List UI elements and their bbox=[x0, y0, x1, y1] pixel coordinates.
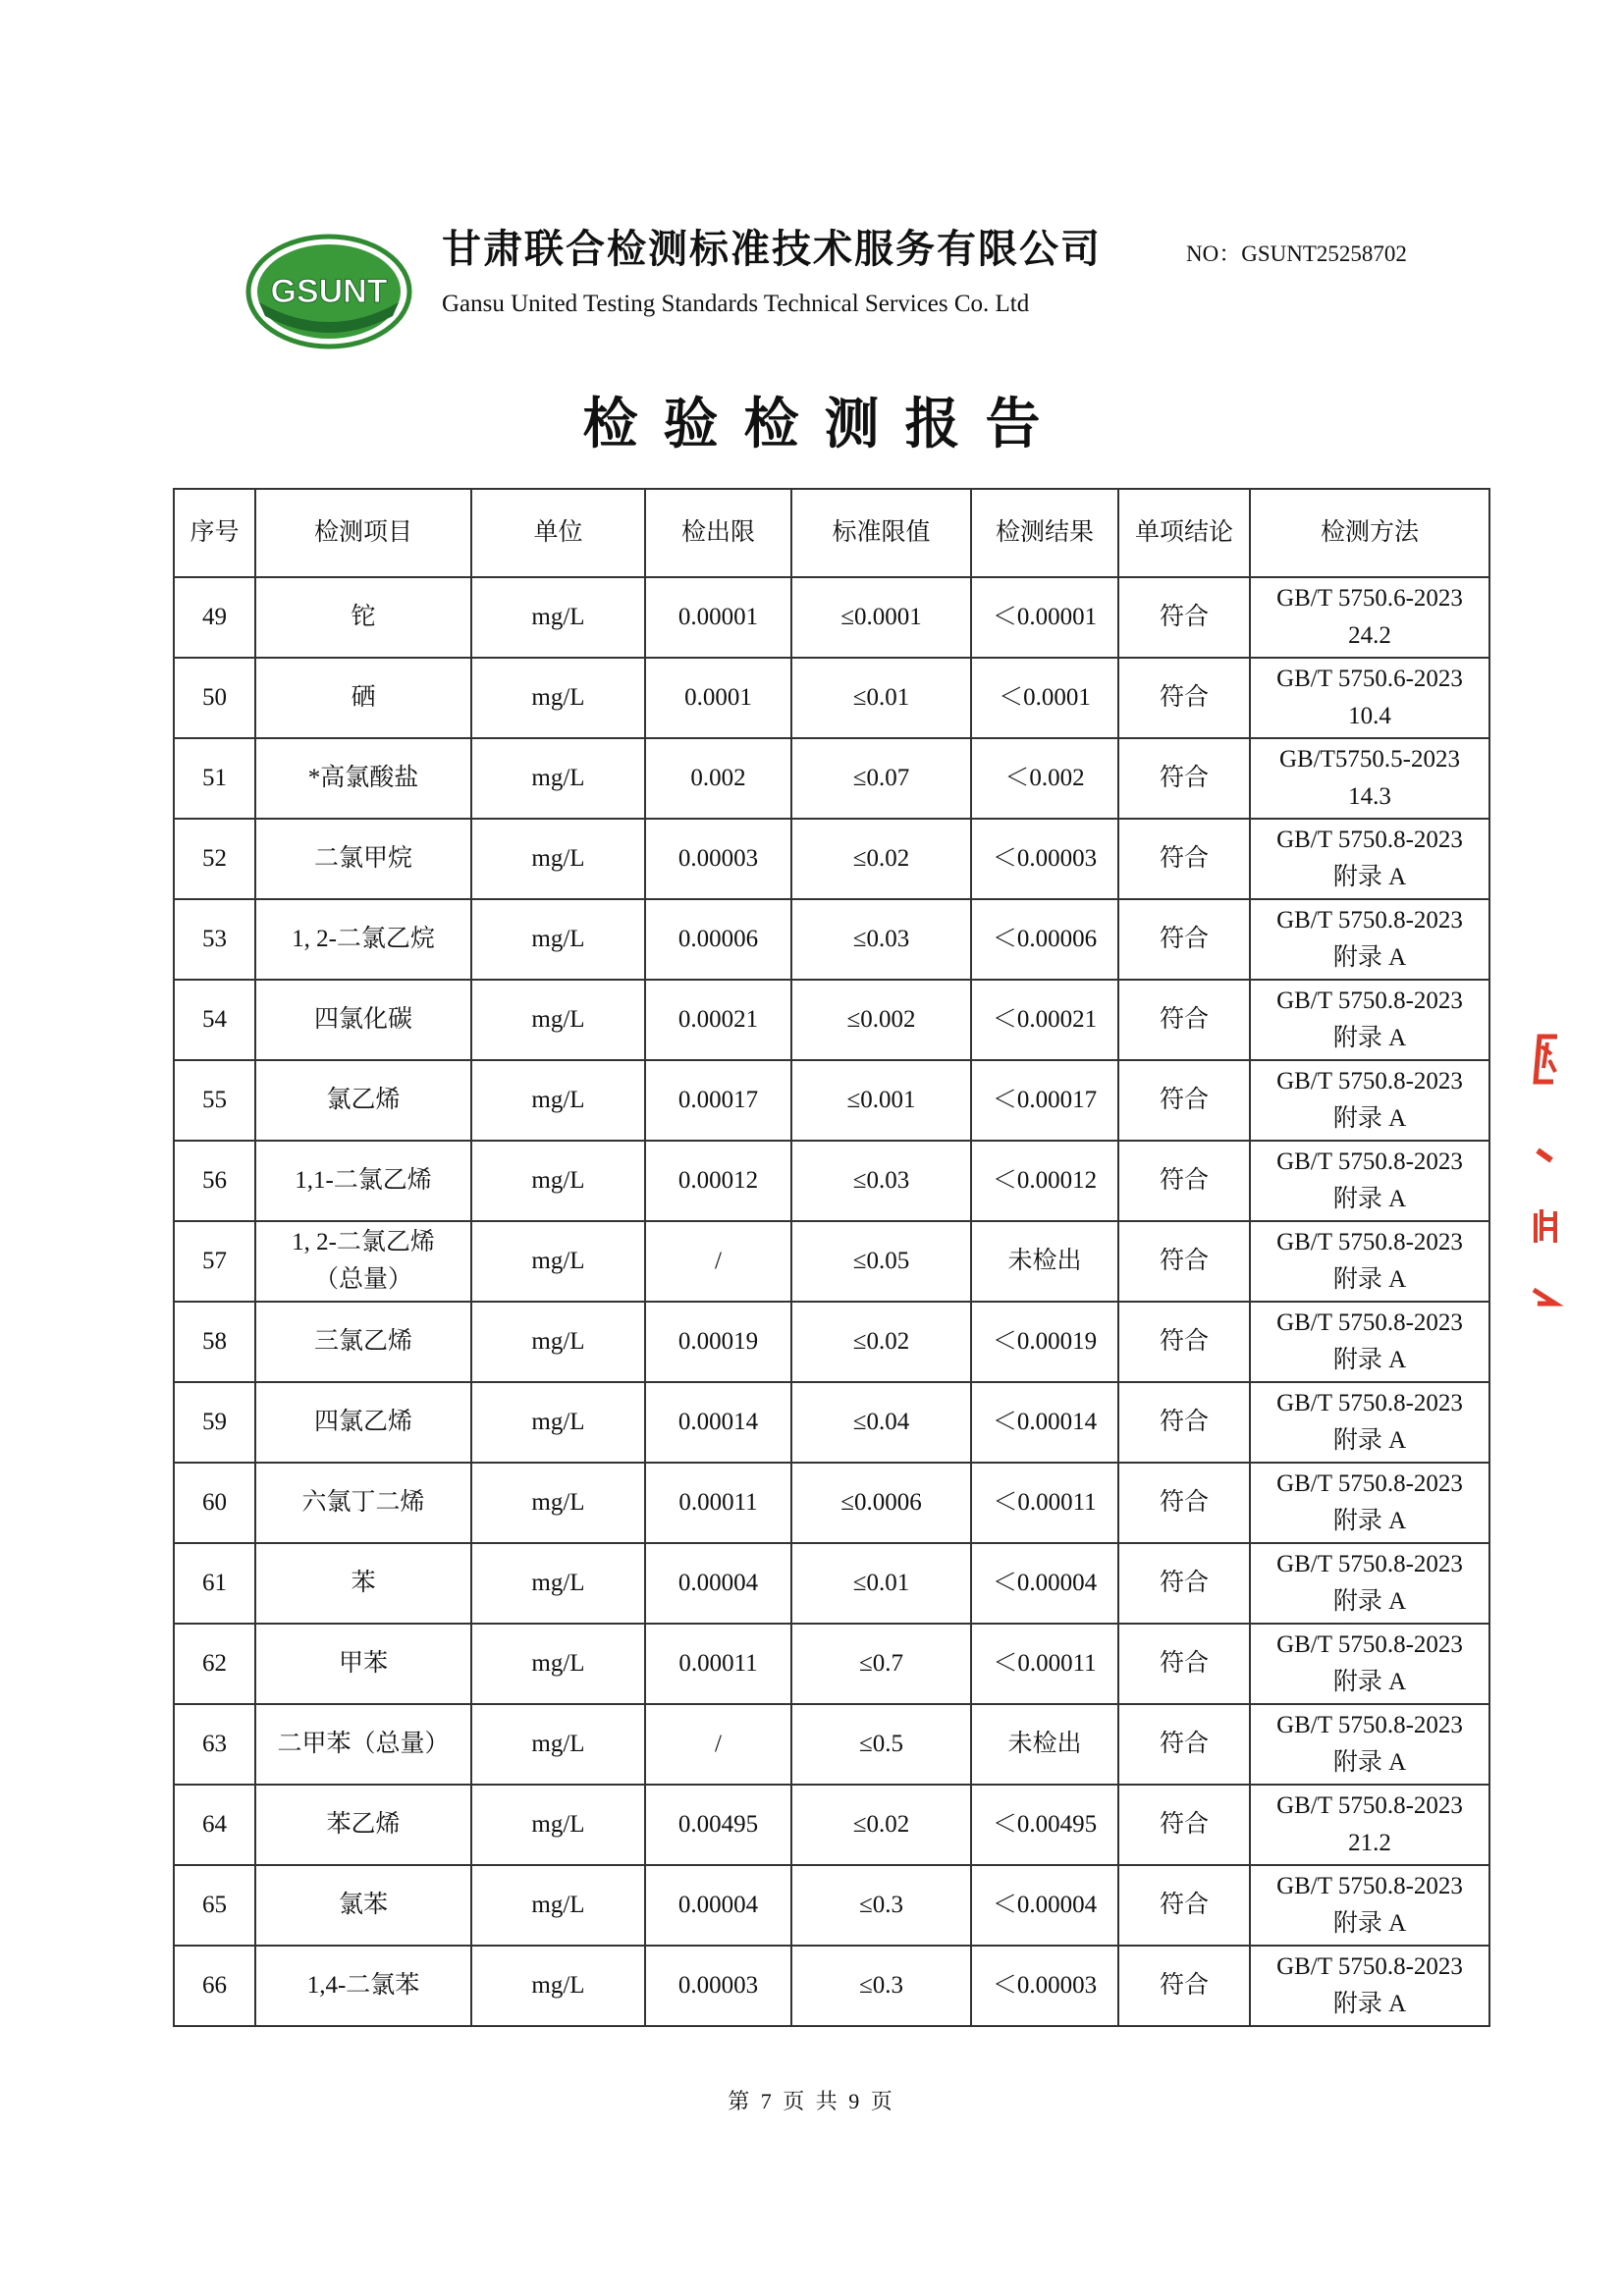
cell-item: *高氯酸盐 bbox=[255, 738, 471, 819]
cell-standard-limit: ≤0.5 bbox=[791, 1704, 971, 1785]
cell-method bbox=[1250, 1060, 1489, 1141]
col-header-result: 检测结果 bbox=[971, 489, 1118, 577]
method-clause: 21.2 bbox=[1348, 1830, 1391, 1856]
cell-item: 六氯丁二烯 bbox=[255, 1463, 471, 1543]
cell-result: ＜0.0001 bbox=[971, 658, 1118, 738]
cell-result: ＜0.00004 bbox=[971, 1543, 1118, 1624]
method-standard: GB/T 5750.8-2023 bbox=[1276, 1390, 1463, 1416]
cell-result: ＜0.00019 bbox=[971, 1302, 1118, 1382]
table-row bbox=[174, 738, 1489, 819]
cell-method bbox=[1250, 1785, 1489, 1865]
cell-result: ＜0.00004 bbox=[971, 1865, 1118, 1946]
cell-no: 56 bbox=[174, 1141, 255, 1221]
cell-no: 66 bbox=[174, 1946, 255, 2026]
cell-detection-limit: 0.00011 bbox=[645, 1624, 791, 1704]
cell-no: 53 bbox=[174, 899, 255, 980]
table-row bbox=[174, 1785, 1489, 1865]
method-standard: GB/T5750.5-2023 bbox=[1278, 746, 1461, 773]
cell-item: 1, 2-二氯乙烷 bbox=[255, 899, 471, 980]
cell-item: 四氯乙烯 bbox=[255, 1382, 471, 1463]
method-standard: GB/T 5750.8-2023 bbox=[1276, 1873, 1463, 1899]
cell-detection-limit: 0.00011 bbox=[645, 1463, 791, 1543]
cell-unit: mg/L bbox=[471, 899, 645, 980]
cell-no: 65 bbox=[174, 1865, 255, 1946]
cell-unit: mg/L bbox=[471, 1543, 645, 1624]
method-standard: GB/T 5750.8-2023 bbox=[1276, 1470, 1463, 1497]
cell-method bbox=[1250, 980, 1489, 1060]
cell-item bbox=[255, 1221, 471, 1302]
table-row bbox=[174, 577, 1489, 658]
cell-conclusion: 符合 bbox=[1118, 1221, 1250, 1302]
cell-standard-limit: ≤0.001 bbox=[791, 1060, 971, 1141]
col-header-method: 检测方法 bbox=[1250, 489, 1489, 577]
method-clause: 附录 A bbox=[1332, 944, 1407, 971]
method-standard: GB/T 5750.8-2023 bbox=[1276, 827, 1463, 853]
cell-method bbox=[1250, 1624, 1489, 1704]
cell-standard-limit: ≤0.01 bbox=[791, 1543, 971, 1624]
cell-method bbox=[1250, 819, 1489, 899]
table-row bbox=[174, 1624, 1489, 1704]
cell-unit: mg/L bbox=[471, 1382, 645, 1463]
cell-conclusion: 符合 bbox=[1118, 1302, 1250, 1382]
cell-method bbox=[1250, 1382, 1489, 1463]
cell-conclusion: 符合 bbox=[1118, 899, 1250, 980]
cell-detection-limit: 0.00003 bbox=[645, 819, 791, 899]
cell-unit: mg/L bbox=[471, 1704, 645, 1785]
report-number: NO：GSUNT25258702 bbox=[1186, 241, 1407, 266]
cell-method bbox=[1250, 658, 1489, 738]
method-clause: 24.2 bbox=[1348, 622, 1391, 649]
method-clause: 附录 A bbox=[1332, 1508, 1407, 1534]
cell-conclusion: 符合 bbox=[1118, 980, 1250, 1060]
cell-standard-limit: ≤0.02 bbox=[791, 1785, 971, 1865]
cell-method bbox=[1250, 1543, 1489, 1624]
col-header-item: 检测项目 bbox=[255, 489, 471, 577]
cell-no: 58 bbox=[174, 1302, 255, 1382]
cell-unit: mg/L bbox=[471, 577, 645, 658]
col-header-conclusion: 单项结论 bbox=[1118, 489, 1250, 577]
cell-result: 未检出 bbox=[971, 1221, 1118, 1302]
table-row bbox=[174, 1543, 1489, 1624]
cell-no: 50 bbox=[174, 658, 255, 738]
company-logo bbox=[245, 234, 412, 349]
table-row bbox=[174, 980, 1489, 1060]
cell-no: 60 bbox=[174, 1463, 255, 1543]
cell-result: ＜0.00003 bbox=[971, 1946, 1118, 2026]
cell-item: 铊 bbox=[255, 577, 471, 658]
cell-item: 苯乙烯 bbox=[255, 1785, 471, 1865]
cell-detection-limit: 0.00019 bbox=[645, 1302, 791, 1382]
cell-no: 57 bbox=[174, 1221, 255, 1302]
cell-unit: mg/L bbox=[471, 1060, 645, 1141]
method-clause: 附录 A bbox=[1332, 1105, 1407, 1132]
cell-method bbox=[1250, 1221, 1489, 1302]
cell-item: 氯苯 bbox=[255, 1865, 471, 1946]
cell-detection-limit: 0.002 bbox=[645, 738, 791, 819]
cell-detection-limit: 0.00004 bbox=[645, 1865, 791, 1946]
method-standard: GB/T 5750.8-2023 bbox=[1276, 1229, 1463, 1255]
cell-method bbox=[1250, 1946, 1489, 2026]
method-standard: GB/T 5750.8-2023 bbox=[1276, 1551, 1463, 1577]
cell-method bbox=[1250, 1302, 1489, 1382]
table-row bbox=[174, 1141, 1489, 1221]
cell-standard-limit: ≤0.3 bbox=[791, 1946, 971, 2026]
table-row bbox=[174, 658, 1489, 738]
cell-item: 硒 bbox=[255, 658, 471, 738]
method-clause: 附录 A bbox=[1332, 1025, 1407, 1051]
cell-no: 64 bbox=[174, 1785, 255, 1865]
cell-item: 二甲苯（总量） bbox=[255, 1704, 471, 1785]
cell-item: 四氯化碳 bbox=[255, 980, 471, 1060]
method-clause: 附录 A bbox=[1332, 1347, 1407, 1373]
cell-method bbox=[1250, 577, 1489, 658]
cell-result: ＜0.00001 bbox=[971, 577, 1118, 658]
cell-method bbox=[1250, 1141, 1489, 1221]
cell-unit: mg/L bbox=[471, 738, 645, 819]
cell-method bbox=[1250, 1704, 1489, 1785]
cell-result: ＜0.00021 bbox=[971, 980, 1118, 1060]
table-row bbox=[174, 819, 1489, 899]
method-clause: 附录 A bbox=[1332, 1186, 1407, 1212]
cell-item: 1,4-二氯苯 bbox=[255, 1946, 471, 2026]
method-standard: GB/T 5750.8-2023 bbox=[1276, 988, 1463, 1014]
item-name: 1, 2-二氯乙烯 bbox=[292, 1229, 435, 1255]
cell-result: 未检出 bbox=[971, 1704, 1118, 1785]
cell-no: 59 bbox=[174, 1382, 255, 1463]
cell-item: 甲苯 bbox=[255, 1624, 471, 1704]
cell-standard-limit: ≤0.0006 bbox=[791, 1463, 971, 1543]
method-standard: GB/T 5750.8-2023 bbox=[1276, 1148, 1463, 1175]
method-clause: 附录 A bbox=[1332, 1669, 1407, 1695]
method-standard: GB/T 5750.8-2023 bbox=[1276, 1712, 1463, 1738]
table-row bbox=[174, 1704, 1489, 1785]
method-clause: 附录 A bbox=[1332, 1427, 1407, 1454]
cell-result: ＜0.00014 bbox=[971, 1382, 1118, 1463]
cell-detection-limit: 0.00006 bbox=[645, 899, 791, 980]
cell-result: ＜0.00017 bbox=[971, 1060, 1118, 1141]
cell-conclusion: 符合 bbox=[1118, 1624, 1250, 1704]
table-row bbox=[174, 1865, 1489, 1946]
cell-item: 苯 bbox=[255, 1543, 471, 1624]
cell-item: 二氯甲烷 bbox=[255, 819, 471, 899]
table-row bbox=[174, 1060, 1489, 1141]
cell-result: ＜0.00011 bbox=[971, 1463, 1118, 1543]
table-row bbox=[174, 1463, 1489, 1543]
cell-item: 三氯乙烯 bbox=[255, 1302, 471, 1382]
method-standard: GB/T 5750.8-2023 bbox=[1276, 1309, 1463, 1336]
col-header-standard-limit: 标准限值 bbox=[791, 489, 971, 577]
cell-detection-limit: / bbox=[645, 1704, 791, 1785]
cell-standard-limit: ≤0.02 bbox=[791, 819, 971, 899]
cell-conclusion: 符合 bbox=[1118, 1785, 1250, 1865]
cell-no: 63 bbox=[174, 1704, 255, 1785]
partial-seal-stamp bbox=[1528, 1033, 1567, 1308]
cell-result: ＜0.00006 bbox=[971, 899, 1118, 980]
cell-conclusion: 符合 bbox=[1118, 1946, 1250, 2026]
method-clause: 附录 A bbox=[1332, 1588, 1407, 1615]
cell-no: 51 bbox=[174, 738, 255, 819]
col-header-no: 序号 bbox=[174, 489, 255, 577]
cell-standard-limit: ≤0.0001 bbox=[791, 577, 971, 658]
method-clause: 附录 A bbox=[1332, 864, 1407, 890]
cell-conclusion: 符合 bbox=[1118, 819, 1250, 899]
cell-unit: mg/L bbox=[471, 1624, 645, 1704]
cell-detection-limit: 0.00021 bbox=[645, 980, 791, 1060]
method-clause: 附录 A bbox=[1332, 1266, 1407, 1293]
cell-detection-limit: 0.00012 bbox=[645, 1141, 791, 1221]
cell-standard-limit: ≤0.01 bbox=[791, 658, 971, 738]
cell-detection-limit: 0.00014 bbox=[645, 1382, 791, 1463]
table-row bbox=[174, 899, 1489, 980]
method-standard: GB/T 5750.6-2023 bbox=[1276, 585, 1463, 612]
cell-no: 55 bbox=[174, 1060, 255, 1141]
cell-unit: mg/L bbox=[471, 1463, 645, 1543]
cell-conclusion: 符合 bbox=[1118, 577, 1250, 658]
method-clause: 附录 A bbox=[1332, 1749, 1407, 1776]
cell-standard-limit: ≤0.02 bbox=[791, 1302, 971, 1382]
cell-conclusion: 符合 bbox=[1118, 1543, 1250, 1624]
cell-conclusion: 符合 bbox=[1118, 1060, 1250, 1141]
cell-standard-limit: ≤0.7 bbox=[791, 1624, 971, 1704]
cell-no: 49 bbox=[174, 577, 255, 658]
cell-standard-limit: ≤0.002 bbox=[791, 980, 971, 1060]
cell-result: ＜0.002 bbox=[971, 738, 1118, 819]
method-standard: GB/T 5750.8-2023 bbox=[1276, 1953, 1463, 1980]
method-standard: GB/T 5750.6-2023 bbox=[1276, 666, 1463, 692]
table-row bbox=[174, 1946, 1489, 2026]
cell-detection-limit: 0.00004 bbox=[645, 1543, 791, 1624]
cell-standard-limit: ≤0.04 bbox=[791, 1382, 971, 1463]
cell-method bbox=[1250, 899, 1489, 980]
cell-detection-limit: 0.00001 bbox=[645, 577, 791, 658]
table-body bbox=[174, 577, 1489, 2026]
cell-result: ＜0.00495 bbox=[971, 1785, 1118, 1865]
cell-detection-limit: 0.00495 bbox=[645, 1785, 791, 1865]
cell-conclusion: 符合 bbox=[1118, 1865, 1250, 1946]
method-clause: 附录 A bbox=[1332, 1910, 1407, 1937]
item-name-suffix: （总量） bbox=[313, 1266, 412, 1293]
col-header-unit: 单位 bbox=[471, 489, 645, 577]
cell-standard-limit: ≤0.05 bbox=[791, 1221, 971, 1302]
table-header-row bbox=[174, 489, 1489, 577]
cell-conclusion: 符合 bbox=[1118, 738, 1250, 819]
cell-conclusion: 符合 bbox=[1118, 1704, 1250, 1785]
cell-method bbox=[1250, 1463, 1489, 1543]
cell-standard-limit: ≤0.03 bbox=[791, 1141, 971, 1221]
cell-conclusion: 符合 bbox=[1118, 1382, 1250, 1463]
cell-unit: mg/L bbox=[471, 1946, 645, 2026]
table-row bbox=[174, 1221, 1489, 1302]
cell-item: 氯乙烯 bbox=[255, 1060, 471, 1141]
method-standard: GB/T 5750.8-2023 bbox=[1276, 1068, 1463, 1095]
cell-unit: mg/L bbox=[471, 980, 645, 1060]
method-clause: 14.3 bbox=[1348, 783, 1391, 810]
cell-method bbox=[1250, 738, 1489, 819]
cell-result: ＜0.00012 bbox=[971, 1141, 1118, 1221]
method-standard: GB/T 5750.8-2023 bbox=[1276, 1631, 1463, 1658]
logo-text: GSUNT bbox=[270, 273, 388, 310]
table-row bbox=[174, 1302, 1489, 1382]
cell-standard-limit: ≤0.07 bbox=[791, 738, 971, 819]
cell-no: 54 bbox=[174, 980, 255, 1060]
company-name-en: Gansu United Testing Standards Technical Services Co. Ltd bbox=[442, 291, 1030, 317]
col-header-detection-limit: 检出限 bbox=[645, 489, 791, 577]
cell-standard-limit: ≤0.3 bbox=[791, 1865, 971, 1946]
cell-unit: mg/L bbox=[471, 1141, 645, 1221]
cell-item: 1,1-二氯乙烯 bbox=[255, 1141, 471, 1221]
cell-conclusion: 符合 bbox=[1118, 658, 1250, 738]
cell-detection-limit: 0.00003 bbox=[645, 1946, 791, 2026]
page-footer: 第 7 页 共 9 页 bbox=[728, 2089, 895, 2113]
method-standard: GB/T 5750.8-2023 bbox=[1276, 1792, 1463, 1819]
cell-no: 61 bbox=[174, 1543, 255, 1624]
cell-detection-limit: / bbox=[645, 1221, 791, 1302]
cell-standard-limit: ≤0.03 bbox=[791, 899, 971, 980]
page-title: 检验检测报告 bbox=[582, 392, 1066, 456]
cell-conclusion: 符合 bbox=[1118, 1463, 1250, 1543]
cell-unit: mg/L bbox=[471, 1302, 645, 1382]
cell-conclusion: 符合 bbox=[1118, 1141, 1250, 1221]
company-name-cn: 甘肃联合检测标准技术服务有限公司 bbox=[442, 226, 1102, 272]
cell-unit: mg/L bbox=[471, 658, 645, 738]
cell-detection-limit: 0.0001 bbox=[645, 658, 791, 738]
table-row bbox=[174, 1382, 1489, 1463]
cell-unit: mg/L bbox=[471, 1865, 645, 1946]
cell-result: ＜0.00003 bbox=[971, 819, 1118, 899]
cell-detection-limit: 0.00017 bbox=[645, 1060, 791, 1141]
results-table bbox=[173, 488, 1490, 2027]
cell-unit: mg/L bbox=[471, 1785, 645, 1865]
method-clause: 10.4 bbox=[1348, 703, 1391, 729]
cell-unit: mg/L bbox=[471, 819, 645, 899]
cell-no: 52 bbox=[174, 819, 255, 899]
cell-no: 62 bbox=[174, 1624, 255, 1704]
cell-result: ＜0.00011 bbox=[971, 1624, 1118, 1704]
cell-method bbox=[1250, 1865, 1489, 1946]
cell-unit: mg/L bbox=[471, 1221, 645, 1302]
method-standard: GB/T 5750.8-2023 bbox=[1276, 907, 1463, 934]
method-clause: 附录 A bbox=[1332, 1991, 1407, 2017]
